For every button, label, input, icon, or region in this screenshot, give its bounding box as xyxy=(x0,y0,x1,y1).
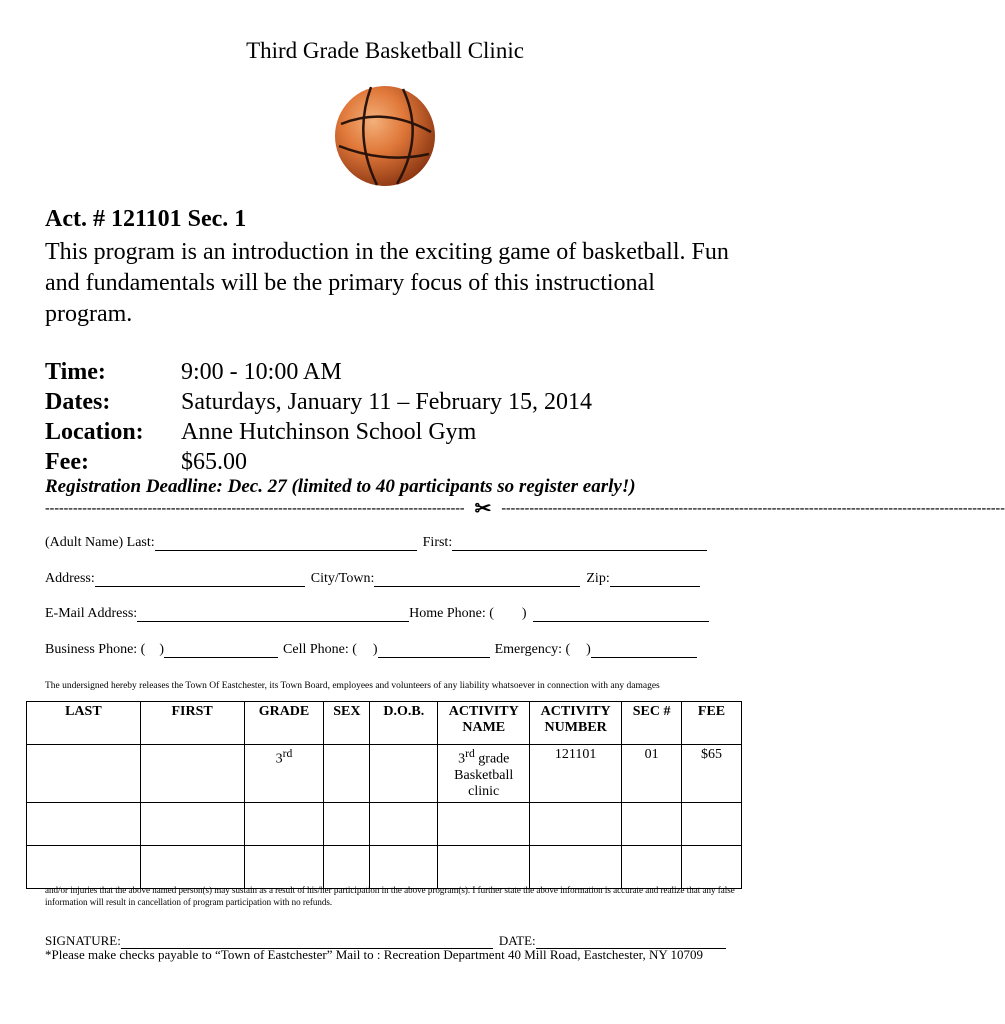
registration-deadline: Registration Deadline: Dec. 27 (limited to 40 participants so register early!) xyxy=(45,476,636,497)
business-phone-label: Business Phone: ( xyxy=(45,642,146,657)
activity-name-text: grade Basketball clinic xyxy=(454,751,514,799)
info-label: Time: xyxy=(45,359,106,385)
cell-phone-field[interactable] xyxy=(378,643,490,658)
cell-activity-name xyxy=(438,745,530,803)
business-phone-area-field[interactable] xyxy=(145,644,159,658)
paren-close: ) xyxy=(586,642,591,657)
email-label: E-Mail Address: xyxy=(45,606,138,621)
table-row xyxy=(27,845,742,888)
cell-last[interactable] xyxy=(27,802,141,845)
header-activity-name: ACTIVITY NAME xyxy=(438,702,530,745)
address-label: Address: xyxy=(45,571,95,586)
payment-note: *Please make checks payable to “Town of Eastchester” Mail to : Recreation Department 40 Mill Road, Eastchester, NY 10709 xyxy=(45,947,703,962)
table-row xyxy=(27,802,742,845)
paren-close: ) xyxy=(159,642,165,657)
cell-phone-area-field[interactable] xyxy=(357,644,373,658)
name-row xyxy=(45,535,707,551)
cell-activity-number[interactable] xyxy=(530,845,622,888)
emergency-area-field[interactable] xyxy=(570,644,586,658)
cell-grade[interactable] xyxy=(244,845,324,888)
cell-first[interactable] xyxy=(140,802,244,845)
info-label: Location: xyxy=(45,419,144,445)
cell-first[interactable] xyxy=(140,845,244,888)
info-label: Fee: xyxy=(45,449,89,475)
grade-suffix: rd xyxy=(282,747,293,760)
cell-grade[interactable] xyxy=(244,802,324,845)
cell-dob[interactable] xyxy=(370,802,438,845)
info-row-dates xyxy=(45,387,592,417)
cell-activity-number[interactable] xyxy=(530,802,622,845)
cell-sex[interactable] xyxy=(324,745,370,803)
registration-table xyxy=(26,701,742,889)
info-value: Anne Hutchinson School Gym xyxy=(181,419,477,445)
cell-activity-number: 121101 xyxy=(530,745,622,803)
cell-grade xyxy=(244,745,324,803)
cell-sex[interactable] xyxy=(324,802,370,845)
cell-first[interactable] xyxy=(140,745,244,803)
cell-last[interactable] xyxy=(27,845,141,888)
address-row xyxy=(45,571,700,587)
page-title: Third Grade Basketball Clinic xyxy=(246,38,524,63)
header-grade: GRADE xyxy=(244,702,324,745)
city-field[interactable] xyxy=(374,572,580,587)
header-activity-number: ACTIVITY NUMBER xyxy=(530,702,622,745)
cell-activity-name[interactable] xyxy=(438,802,530,845)
header-first: FIRST xyxy=(140,702,244,745)
cell-fee: $65 xyxy=(682,745,742,803)
dash-line-right: ------------------------------------------------------------------------------------------------------------ xyxy=(501,500,1005,516)
paren-close: ) xyxy=(521,606,527,621)
release-text: The undersigned hereby releases the Town Of Eastchester, its Town Board, employees and volunteers of any liability whatsoever in connection with any damages xyxy=(45,681,660,691)
info-row-time xyxy=(45,357,592,387)
cell-sec[interactable] xyxy=(622,845,682,888)
business-phone-field[interactable] xyxy=(164,643,278,658)
email-field[interactable] xyxy=(137,607,409,622)
home-phone-area-field[interactable] xyxy=(494,608,522,622)
home-phone-label: Home Phone: ( xyxy=(409,606,494,621)
header-fee: FEE xyxy=(682,702,742,745)
info-row-location xyxy=(45,417,592,447)
table-row xyxy=(27,745,742,803)
info-value: Saturdays, January 11 – February 15, 2014 xyxy=(181,389,593,415)
email-row xyxy=(45,606,709,622)
paren-close: ) xyxy=(372,642,378,657)
cell-fee[interactable] xyxy=(682,845,742,888)
cell-fee[interactable] xyxy=(682,802,742,845)
activity-number-heading: Act. # 121101 Sec. 1 xyxy=(45,206,247,232)
dash-line-left: ------------------------------------------------------------------------------------------ xyxy=(45,500,465,516)
cell-sec[interactable] xyxy=(622,802,682,845)
last-name-field[interactable] xyxy=(155,536,417,551)
grade-value: 3 xyxy=(275,751,283,767)
program-info xyxy=(45,357,592,477)
city-label: City/Town: xyxy=(310,571,375,586)
info-row-fee xyxy=(45,447,592,477)
table-header-row xyxy=(27,702,742,745)
activity-grade: 3 xyxy=(458,751,466,767)
home-phone-field[interactable] xyxy=(533,607,709,622)
first-name-label: First: xyxy=(422,535,453,550)
basketball-icon xyxy=(333,84,437,188)
cell-sec: 01 xyxy=(622,745,682,803)
first-name-field[interactable] xyxy=(452,536,707,551)
date-label: DATE: xyxy=(498,933,536,948)
address-field[interactable] xyxy=(95,572,305,587)
injury-disclaimer: and/or injuries that the above named person(s) may sustain as a result of his/her participation in the above program(s). I further state the above information is accurate and realize that any false information will result in cancellation of program participation with no refunds. xyxy=(45,885,735,907)
header-sec: SEC # xyxy=(622,702,682,745)
cut-line xyxy=(45,496,1005,521)
signature-label: SIGNATURE: xyxy=(45,933,121,948)
zip-label: Zip: xyxy=(586,571,610,586)
info-label: Dates: xyxy=(45,389,111,415)
zip-field[interactable] xyxy=(610,572,700,587)
cell-phone-label: Cell Phone: ( xyxy=(283,642,357,657)
cell-activity-name[interactable] xyxy=(438,845,530,888)
cell-last[interactable] xyxy=(27,745,141,803)
scissors-icon: ✂ xyxy=(474,498,492,520)
header-dob: D.O.B. xyxy=(370,702,438,745)
header-last: LAST xyxy=(27,702,141,745)
cell-dob[interactable] xyxy=(370,845,438,888)
emergency-label: Emergency: ( xyxy=(494,642,571,657)
info-value: $65.00 xyxy=(181,449,247,475)
phone-row xyxy=(45,642,697,658)
cell-dob[interactable] xyxy=(370,745,438,803)
header-sex: SEX xyxy=(324,702,370,745)
info-value: 9:00 - 10:00 AM xyxy=(181,359,342,385)
last-name-label: (Adult Name) Last: xyxy=(45,535,155,550)
emergency-field[interactable] xyxy=(591,643,697,658)
program-description: This program is an introduction in the exciting game of basketball. Fun and fundamentals will be the primary focus of this instructional program. xyxy=(45,239,729,327)
activity-grade-suffix: rd xyxy=(465,747,475,760)
cell-sex[interactable] xyxy=(324,845,370,888)
